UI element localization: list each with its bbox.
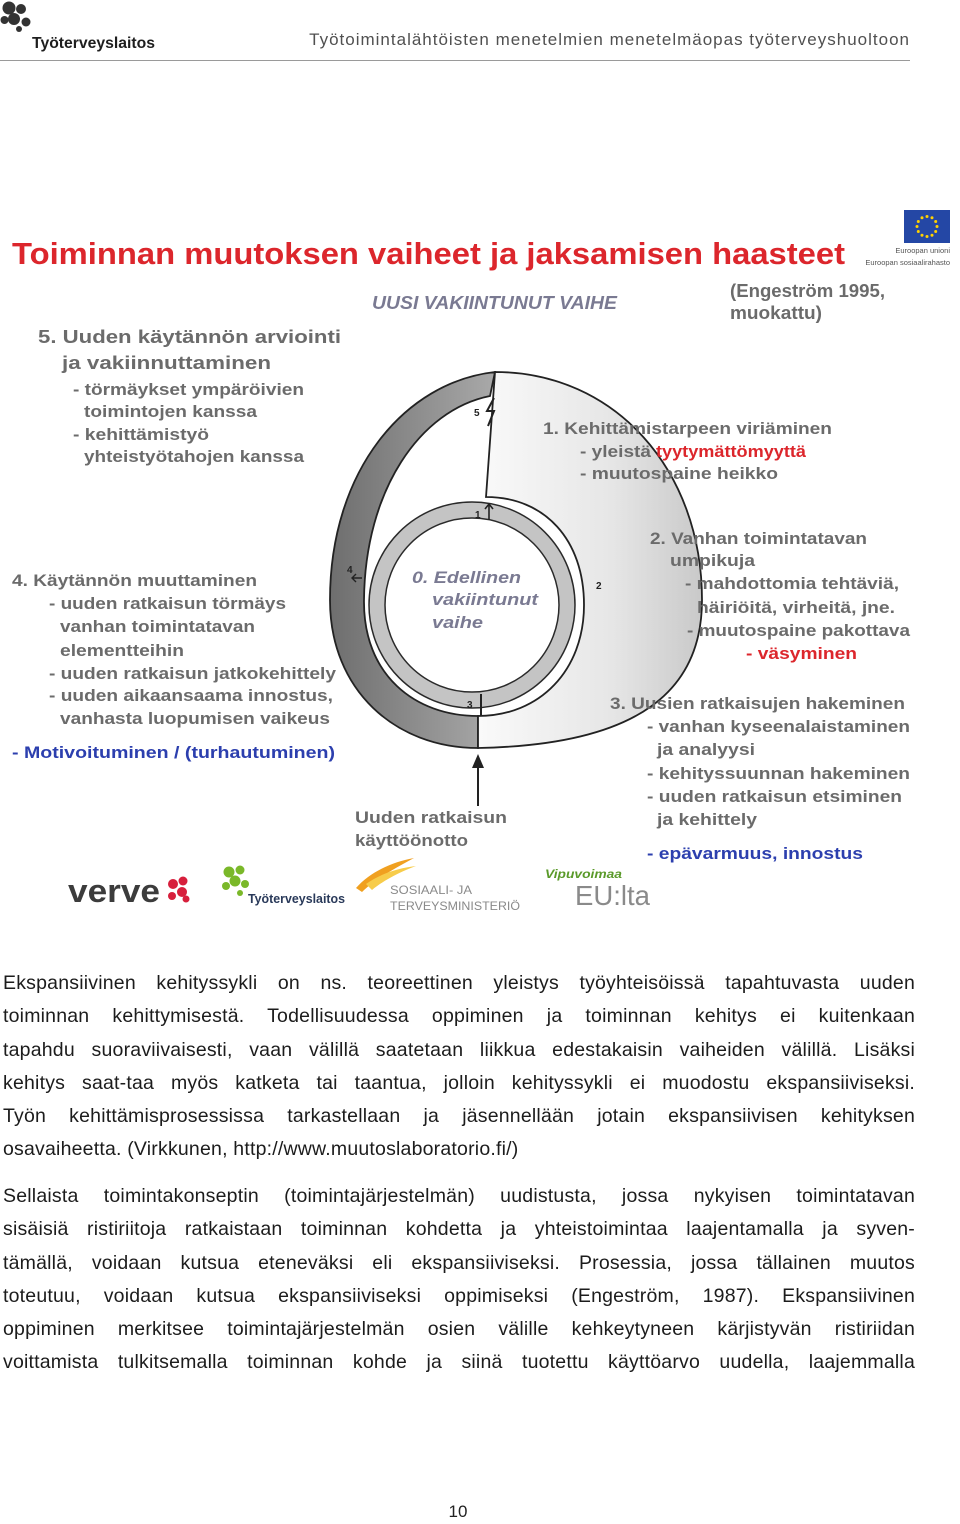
phase4-line-5: - uuden ratkaisun jatkokehittely [49,664,337,683]
stm-logo-line-1: SOSIAALI- JA [390,883,472,897]
phase3-line-5: - uuden ratkaisun etsiminen [647,787,902,806]
paragraph-line: tämällä, voidaan kutsua eteneväksi eli ekspansiiviseksi. Prosessia, jossa tällainen muutos [3,1251,915,1274]
phase5-line-6: yhteistyötahojen kanssa [84,447,305,466]
eu-label-line-2: Euroopan sosiaalirahasto [865,258,950,267]
phase3-line-4: - kehityssuunnan hakeminen [647,764,910,783]
marker-3-label: 3 [467,700,473,711]
paragraph-line: Sellaista toimintakonseptin (toimintajärjestelmän) uudistusta, jossa nykyisen toimintatavan [3,1185,915,1207]
marker-1-label: 1 [475,510,481,521]
change-phases-figure [0,195,960,925]
paragraph-line: toteutuu, voidaan kutsua ekspansiiviseksi oppimiseksi (Engeström, 1987). Ekspansiivinen [3,1284,915,1307]
phase3-line-3: ja analyysi [655,740,755,759]
phase2-line-2: umpikuja [670,551,756,570]
phase5-line-3: - törmäykset ympäröivien [73,380,304,399]
phase4-line-4: elementteihin [60,641,184,660]
paragraph-line: kehitys saat-taa myös katketa tai taantua, jolloin kehityssykli ei muodostu ekspansiiviseksi. [3,1071,915,1094]
paragraph-1 [3,967,915,1167]
phase2-line-1: 2. Vanhan toimintatavan [650,529,867,548]
verve-logo [68,873,190,909]
vipuvoimaa-text: Vipuvoimaa [545,867,623,881]
stm-logo-line-2: TERVEYSMINISTERIÖ [390,899,520,913]
phase1-line-2-highlight: tyytymättömyyttä [656,442,807,461]
phase4-line-1: 4. Käytännön muuttaminen [12,571,257,590]
paragraph-line: Ekspansiivinen kehityssykli on ns. teoreettinen yleistys työyhteisöissä tapahtuvasta uuden [3,972,915,994]
stm-logo [356,858,520,913]
phase0-line-1: 0. Edellinen [412,568,521,587]
phase4-line-6: - uuden aikaansaama innostus, [49,686,333,705]
phase4-line-7: vanhasta luopumisen vaikeus [60,709,330,728]
phase3-line-1: 3. Uusien ratkaisujen hakeminen [610,694,905,713]
page-number: 10 [448,1502,468,1521]
phase4-line-3: vanhan toimintatavan [60,617,256,636]
phase1-line-2-prefix: - yleistä [580,442,652,461]
eu-label-line-1: Euroopan unioni [895,246,950,255]
ttl-logo-icon [1,2,31,33]
implementation-line-2: käyttöönotto [355,831,468,850]
phase5-line-4: toimintojen kanssa [84,402,258,421]
phase3-highlight: - epävarmuus, innostus [647,844,863,863]
header-title: Työtoimintalähtöisten menetelmien menetelmäopas työterveyshuoltoon [309,30,910,49]
ttl-logo-text: Työterveyslaitos [248,891,345,906]
phase5-line-1: 5. Uuden käytännön arviointi [38,327,341,347]
implementation-line-1: Uuden ratkaisun [355,808,507,827]
phase1-line-3: - muutospaine heikko [580,464,778,483]
phase5-line-2: ja vakiinnuttaminen [60,353,271,373]
phase3-line-2: - vanhan kyseenalaistaminen [647,717,910,736]
verve-logo-text: verve [68,873,160,909]
phase5-line-5: - kehittämistyö [73,425,209,444]
eu-flag-icon [904,210,950,243]
eu-lta-text: EU:lta [575,880,651,911]
header-divider [0,60,910,61]
paragraph-line: osavaiheetta. (Virkkunen, http://www.muutoslaboratorio.fi/) [3,1138,519,1161]
marker-2 [596,581,602,592]
paragraph-line: oppiminen merkitsee toimintajärjestelmän osien välille kehkeytyneen kärjistyvän ristiriidan [3,1318,915,1341]
phase0-line-2: vakiintunut [432,590,540,609]
source-line-2: muokattu) [730,303,822,323]
vipuvoimaa-logo [545,867,650,911]
ttl-clover-icon [222,866,249,897]
paragraph-line: toiminnan kehittymisestä. Todellisuudessa oppiminen ja toiminnan kehitys ei kuitenkaan [3,1005,915,1028]
phase1-heading: 1. Kehittämistarpeen viriäminen [543,419,832,438]
new-phase-label: UUSI VAKIINTUNUT VAIHE [372,293,619,313]
implementation-arrow-icon [472,754,484,806]
marker-2-label: 2 [596,581,602,592]
marker-5-label: 5 [474,408,480,419]
phase2-line-3: - mahdottomia tehtäviä, [685,574,899,593]
paragraph-line: tapahdu suoraviivaisesti, vaan välillä saatetaan liikkua edestakaisin vaiheiden välillä. Lisäksi [3,1038,915,1061]
phase2-line-5: - muutospaine pakottava [687,621,911,640]
phase4-line-2: - uuden ratkaisun törmäys [49,594,286,613]
phase3-line-6: ja kehittely [655,810,758,829]
paragraph-2 [3,1180,915,1380]
ttl-logo [222,866,345,907]
phase4-highlight: - Motivoituminen / (turhautuminen) [12,743,335,762]
marker-4-label: 4 [347,565,353,576]
source-line-1: (Engeström 1995, [730,281,885,301]
phase2-highlight: - väsyminen [746,644,857,663]
header-logo-text: Työterveyslaitos [32,35,156,52]
header-logo [0,0,160,58]
paragraph-line: Työn kehittämisprosessissa tarkastellaan ja jäsennellään jotain ekspansiivisen kehityksen [3,1105,915,1128]
figure-title: Toiminnan muutoksen vaiheet ja jaksamisen haasteet [12,236,845,271]
phase0-line-3: vaihe [432,613,483,632]
paragraph-line: voittamista tulkitsemalla toiminnan kohde ja siinä tuotettu käyttöarvo uudella, laajemmalla [3,1351,915,1374]
verve-flower-icon [168,877,190,903]
phase2-line-4: häiriöitä, virheitä, jne. [697,598,895,617]
paragraph-line: sisäisiä ristiriitoja ratkaistaan toiminnan kohdetta ja yhteistoimintaa laajentamalla ja syven- [3,1218,915,1241]
